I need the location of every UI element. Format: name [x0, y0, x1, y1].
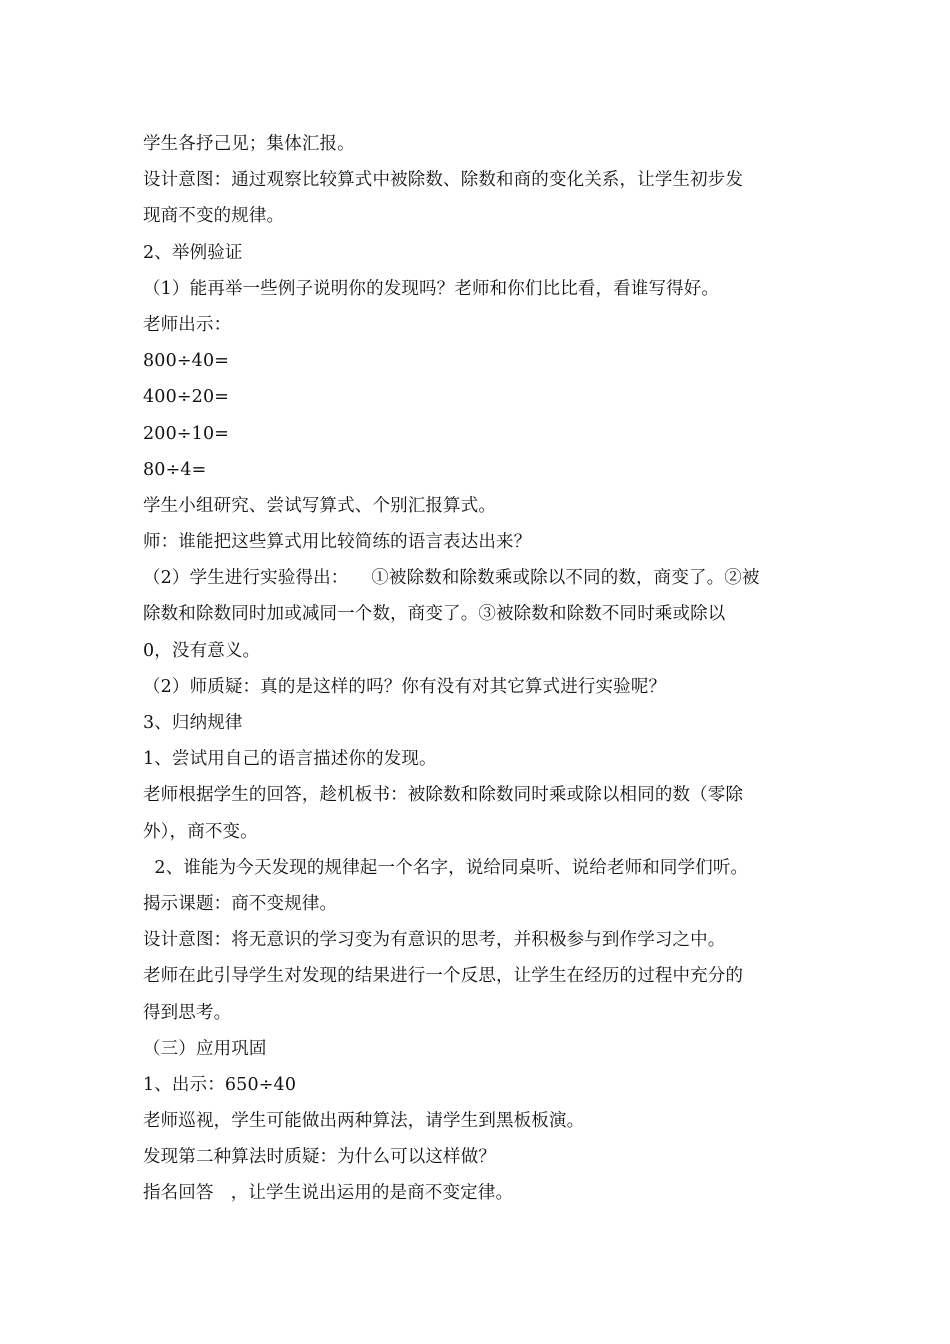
document-body: [143, 126, 813, 1212]
text-line: 1、出示：650÷40: [143, 1074, 297, 1095]
text-line: （1）能再举一些例子说明你的发现吗？老师和你们比比看，看谁写得好。: [143, 278, 720, 299]
equation-line: 800÷40=: [143, 351, 230, 372]
equation-line: 80÷4=: [143, 459, 207, 480]
text-line: 老师根据学生的回答，趁机板书：被除数和除数同时乘或除以相同的数（零除: [143, 785, 744, 806]
text-line: 设计意图：将无意识的学习变为有意识的思考，并积极参与到作学习之中。: [143, 930, 726, 951]
text-line: 外），商不变。: [143, 821, 258, 842]
text-line: 现商不变的规律。: [143, 206, 285, 227]
text-line: 指名回答 ，让学生说出运用的是商不变定律。: [143, 1183, 514, 1204]
text-line: 设计意图：通过观察比较算式中被除数、除数和商的变化关系，让学生初步发: [143, 170, 744, 191]
text-line: 师：谁能把这些算式用比较简练的语言表达出来？: [143, 532, 532, 553]
text-line: 学生各抒己见；集体汇报。: [143, 134, 355, 154]
text-line: （2）师质疑：真的是这样的吗？你有没有对其它算式进行实验呢？: [143, 676, 667, 697]
text-line: （2）学生进行实验得出： ①被除数和除数乘或除以不同的数，商变了。②被: [143, 568, 760, 589]
text-line: 除数和除数同时加或减同一个数，商变了。③被除数和除数不同时乘或除以: [143, 604, 726, 625]
text-line: 1、尝试用自己的语言描述你的发现。: [143, 749, 437, 770]
equation-line: 200÷10=: [143, 423, 230, 444]
text-line: 老师在此引导学生对发现的结果进行一个反思，让学生在经历的过程中充分的: [143, 966, 744, 987]
text-line: 老师出示：: [143, 314, 232, 335]
text-line: 揭示课题：商不变规律。: [143, 893, 338, 914]
text-line: 老师巡视，学生可能做出两种算法，请学生到黑板板演。: [143, 1111, 585, 1132]
section-heading: 3、归纳规律: [143, 713, 243, 733]
equation-line: 400÷20=: [143, 387, 230, 408]
text-line: 得到思考。: [143, 1002, 232, 1023]
text-line: 2、谁能为今天发现的规律起一个名字，说给同桌听、说给老师和同学们听。: [143, 857, 749, 878]
section-heading: （三）应用巩固: [143, 1038, 267, 1059]
text-line: 学生小组研究、尝试写算式、个别汇报算式。: [143, 495, 496, 516]
section-heading: 2、举例验证: [143, 242, 243, 263]
text-line: 发现第二种算法时质疑：为什么可以这样做？: [143, 1147, 496, 1168]
text-line: 0，没有意义。: [143, 640, 261, 661]
